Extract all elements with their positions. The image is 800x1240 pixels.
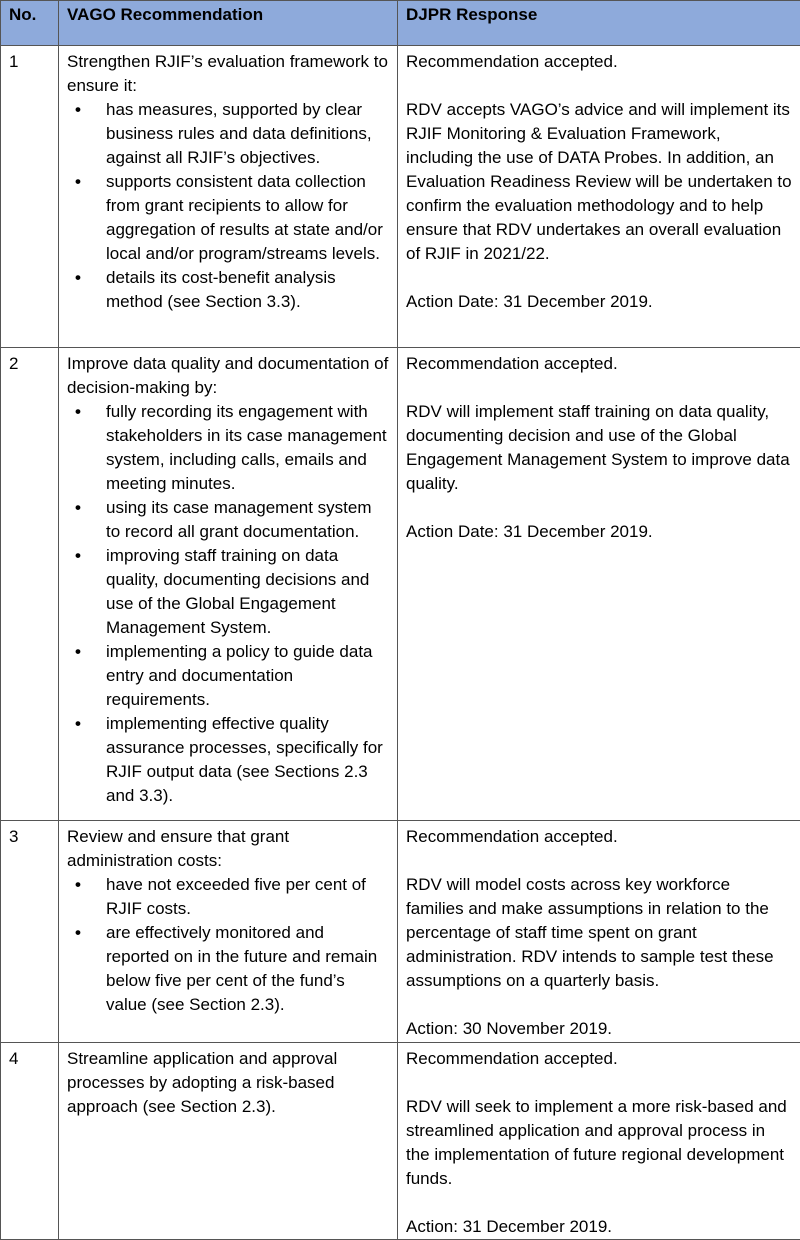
response-cell: [398, 348, 800, 821]
table-row: [1, 1043, 800, 1240]
response-status: Recommendation accepted.: [406, 50, 792, 74]
recommendation-bullets: [67, 98, 389, 314]
row-number: 3: [1, 821, 59, 1043]
header-recommendation: VAGO Recommendation: [59, 1, 398, 46]
response-cell: [398, 1043, 800, 1240]
bullet-item: • are effectively monitored and reported on in the future and remain below five per cent of the fund’s value (see Section 2.3).: [67, 921, 389, 1017]
table-row: [1, 46, 800, 348]
recommendation-intro: Strengthen RJIF’s evaluation framework to ensure it:: [67, 50, 389, 98]
bullet-item: • details its cost-benefit analysis method (see Section 3.3).: [67, 266, 389, 314]
response-status: Recommendation accepted.: [406, 825, 792, 849]
header-no: No.: [1, 1, 59, 46]
recommendation-intro: Review and ensure that grant administration costs:: [67, 825, 389, 873]
recommendation-cell: [59, 348, 398, 821]
bullet-item: • supports consistent data collection from grant recipients to allow for aggregation of results at state and/or local and/or program/streams levels.: [67, 170, 389, 266]
bullet-item: • have not exceeded five per cent of RJIF costs.: [67, 873, 389, 921]
response-detail: RDV will seek to implement a more risk-based and streamlined application and approval process in the implementation of future regional development funds.: [406, 1095, 792, 1191]
response-action-date: Action: 30 November 2019.: [406, 1017, 792, 1041]
recommendation-bullets: [67, 400, 389, 808]
response-detail: RDV will model costs across key workforce families and make assumptions in relation to the percentage of staff time spent on grant administration. RDV intends to sample test these assumptions on a quarterly basis.: [406, 873, 792, 993]
response-action-date: Action Date: 31 December 2019.: [406, 520, 792, 544]
response-action-date: Action Date: 31 December 2019.: [406, 290, 792, 314]
recommendation-intro: Streamline application and approval processes by adopting a risk-based approach (see Section 2.3).: [67, 1047, 389, 1119]
table-header-row: [1, 1, 800, 46]
recommendation-bullets: [67, 873, 389, 1017]
bullet-item: • implementing a policy to guide data entry and documentation requirements.: [67, 640, 389, 712]
row-number: 4: [1, 1043, 59, 1240]
row-number: 1: [1, 46, 59, 348]
response-status: Recommendation accepted.: [406, 352, 792, 376]
bullet-item: • improving staff training on data quality, documenting decisions and use of the Global Engagement Management System.: [67, 544, 389, 640]
recommendation-cell: [59, 1043, 398, 1240]
bullet-item: • using its case management system to record all grant documentation.: [67, 496, 389, 544]
bullet-item: • fully recording its engagement with stakeholders in its case management system, including calls, emails and meeting minutes.: [67, 400, 389, 496]
response-detail: RDV will implement staff training on data quality, documenting decision and use of the Global Engagement Management System to improve data quality.: [406, 400, 792, 496]
response-cell: [398, 821, 800, 1043]
recommendation-cell: [59, 46, 398, 348]
table-row: [1, 348, 800, 821]
response-action-date: Action: 31 December 2019.: [406, 1215, 792, 1239]
bullet-item: • has measures, supported by clear business rules and data definitions, against all RJIF’s objectives.: [67, 98, 389, 170]
row-number: 2: [1, 348, 59, 821]
recommendation-cell: [59, 821, 398, 1043]
recommendation-intro: Improve data quality and documentation of decision-making by:: [67, 352, 389, 400]
response-status: Recommendation accepted.: [406, 1047, 792, 1071]
response-cell: [398, 46, 800, 348]
response-detail: RDV accepts VAGO’s advice and will implement its RJIF Monitoring & Evaluation Framework, including the use of DATA Probes. In addition, an Evaluation Readiness Review will be undertaken to confirm the evaluation methodology and to help ensure that RDV undertakes an overall evaluation of RJIF in 2021/22.: [406, 98, 792, 266]
header-response: DJPR Response: [398, 1, 800, 46]
bullet-item: • implementing effective quality assurance processes, specifically for RJIF output data (see Sections 2.3 and 3.3).: [67, 712, 389, 808]
table-row: [1, 821, 800, 1043]
